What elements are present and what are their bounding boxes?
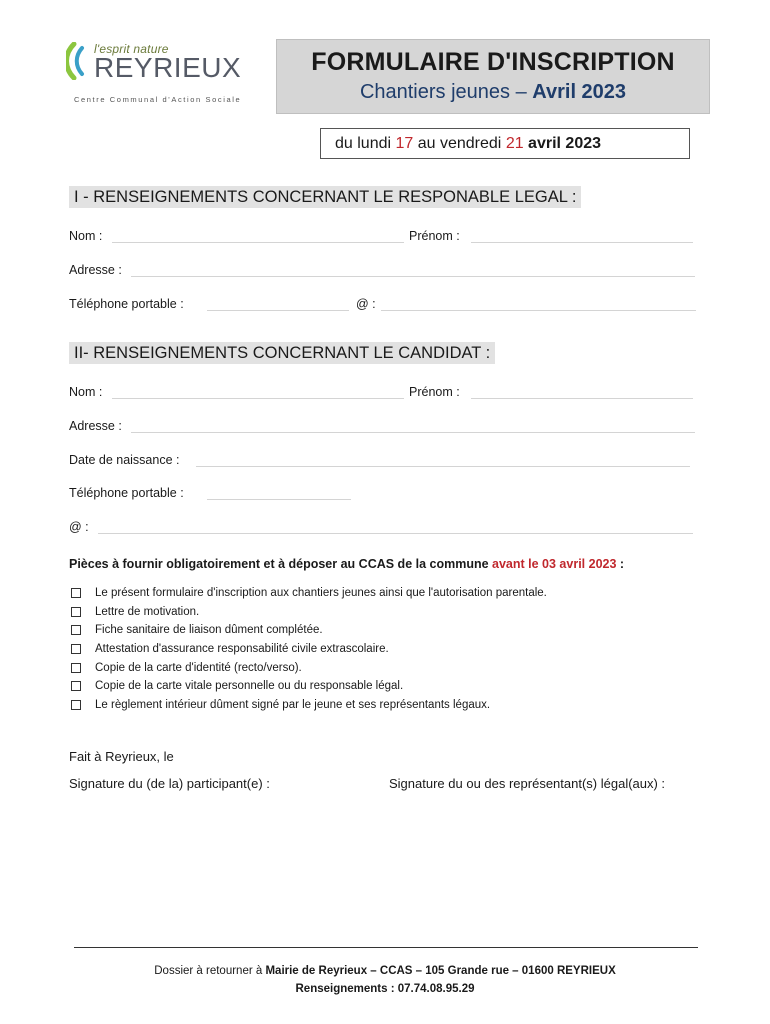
checklist-item: [69, 696, 547, 715]
cand-nom-label: Nom :: [69, 385, 103, 399]
resp-email-field[interactable]: [381, 310, 696, 311]
checklist-item-label: Attestation d'assurance responsabilité civile extrascolaire.: [95, 643, 389, 656]
pieces-title-text: Pièces à fournir obligatoirement et à déposer au CCAS de la commune: [69, 557, 493, 571]
form-subtitle: [277, 81, 709, 104]
resp-adresse-label: Adresse :: [69, 263, 122, 277]
checklist-item: [69, 640, 547, 659]
logo-subtitle: Centre Communal d'Action Sociale: [74, 95, 242, 104]
checkbox[interactable]: [71, 607, 81, 617]
cand-telephone-field[interactable]: [207, 499, 351, 500]
footer-contact: Renseignements : 07.74.08.95.29: [295, 983, 475, 995]
cand-nom-field[interactable]: [112, 398, 404, 399]
checklist-item: [69, 658, 547, 677]
title-box: [276, 39, 710, 114]
start-day: 17: [395, 135, 414, 152]
resp-email-label: @ :: [356, 297, 376, 311]
resp-nom-label: Nom :: [69, 229, 103, 243]
cand-email-field[interactable]: [98, 533, 693, 534]
checklist-item: [69, 584, 547, 603]
cand-prenom-field[interactable]: [471, 398, 693, 399]
signature-representant-label: Signature du ou des représentant(s) légal(aux) :: [389, 776, 666, 791]
section-candidat-title: II- RENSEIGNEMENTS CONCERNANT LE CANDIDAT :: [69, 342, 495, 364]
footer-address-bold: Mairie de Reyrieux – CCAS – 105 Grande rue – 01600 REYRIEUX: [265, 965, 616, 977]
signature-participant-label: Signature du (de la) participant(e) :: [69, 776, 270, 791]
pieces-deadline: avant le 03 avril 2023: [492, 557, 617, 571]
cand-adresse-label: Adresse :: [69, 419, 122, 433]
checkbox[interactable]: [71, 588, 81, 598]
checklist-item-label: Copie de la carte vitale personnelle ou du responsable légal.: [95, 680, 404, 693]
logo-tagline: l'esprit nature: [94, 42, 169, 56]
cand-email-label: @ :: [69, 520, 89, 534]
date-text-1: du lundi: [335, 135, 396, 152]
checklist-item-label: Lettre de motivation.: [95, 605, 200, 618]
resp-telephone-field[interactable]: [207, 310, 349, 311]
checklist-item: [69, 621, 547, 640]
checklist-item: [69, 677, 547, 696]
checkbox[interactable]: [71, 681, 81, 691]
cand-naissance-label: Date de naissance :: [69, 453, 180, 467]
checklist-item-label: Le présent formulaire d'inscription aux chantiers jeunes ainsi que l'autorisation parentale.: [95, 587, 547, 600]
footer-address: [0, 965, 770, 977]
pieces-checklist: [69, 584, 547, 714]
checkbox[interactable]: [71, 644, 81, 654]
end-day: 21: [505, 135, 524, 152]
cand-adresse-field[interactable]: [131, 432, 695, 433]
pieces-title: [69, 557, 624, 571]
checklist-item-label: Le règlement intérieur dûment signé par le jeune et ses représentants légaux.: [95, 698, 491, 711]
cand-telephone-label: Téléphone portable :: [69, 486, 184, 500]
checklist-item: [69, 603, 547, 622]
date-text-2: au vendredi: [413, 135, 506, 152]
pieces-colon: :: [616, 557, 625, 571]
form-title: FORMULAIRE D'INSCRIPTION: [311, 48, 675, 76]
resp-prenom-label: Prénom :: [409, 229, 460, 243]
section-responsable-title: I - RENSEIGNEMENTS CONCERNANT LE RESPONABLE LEGAL :: [69, 186, 581, 208]
resp-telephone-label: Téléphone portable :: [69, 297, 184, 311]
fait-a-text: Fait à Reyrieux, le: [69, 749, 174, 764]
checkbox[interactable]: [71, 625, 81, 635]
checkbox[interactable]: [71, 700, 81, 710]
date-month-year: avril 2023: [523, 135, 602, 152]
cand-prenom-label: Prénom :: [409, 385, 460, 399]
resp-nom-field[interactable]: [112, 242, 404, 243]
reyrieux-logo: [66, 40, 256, 110]
subtitle-bold: Avril 2023: [532, 81, 627, 103]
logo-name: REYRIEUX: [94, 52, 242, 83]
logo-mark-icon: [66, 42, 88, 80]
checkbox[interactable]: [71, 663, 81, 673]
footer-address-prefix: Dossier à retourner à: [154, 965, 266, 977]
resp-adresse-field[interactable]: [131, 276, 695, 277]
checklist-item-label: Fiche sanitaire de liaison dûment complétée.: [95, 624, 323, 637]
cand-naissance-field[interactable]: [196, 466, 690, 467]
footer-divider: [74, 947, 698, 948]
date-range-box: [320, 128, 690, 159]
resp-prenom-field[interactable]: [471, 242, 693, 243]
checklist-item-label: Copie de la carte d'identité (recto/verso).: [95, 661, 302, 674]
subtitle-prefix: Chantiers jeunes –: [359, 81, 527, 103]
